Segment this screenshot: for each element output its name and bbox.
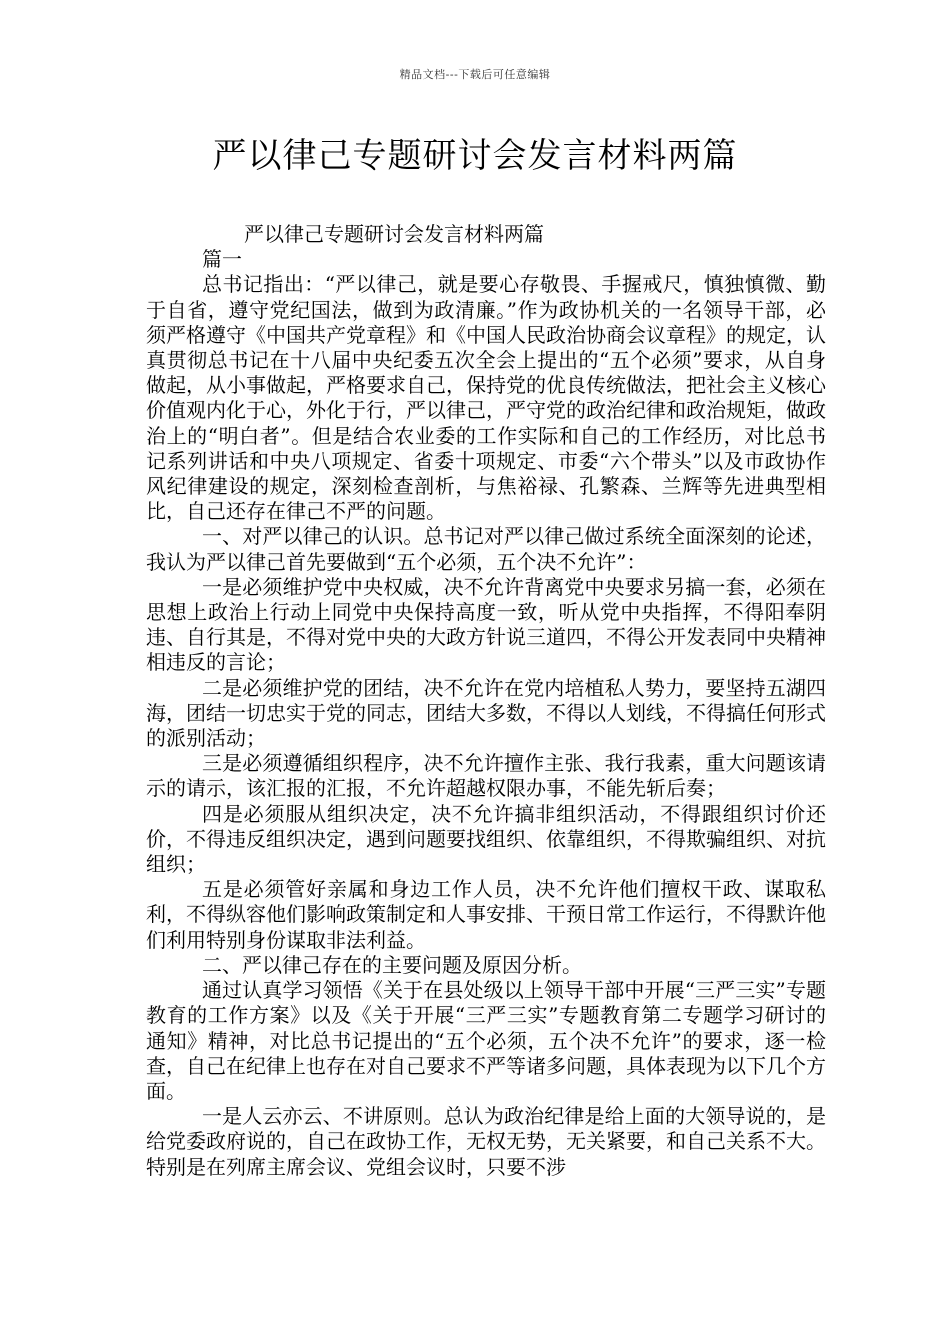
paragraph: 三是必须遵循组织程序，决不允许擅作主张、我行我素，重大问题该请示的请示，该汇报的汇报，不允许超越权限办事，不能先斩后奏；: [146, 751, 826, 801]
paragraph: 一、对严以律己的认识。总书记对严以律己做过系统全面深刻的论述，我认为严以律己首先要做到“五个必须，五个决不允许”：: [146, 524, 826, 574]
header-note: 精品文档---下载后可任意编辑: [399, 68, 551, 81]
paragraph: 一是必须维护党中央权威，决不允许背离党中央要求另搞一套，必须在思想上政治上行动上同党中央保持高度一致，听从党中央指挥，不得阳奉阴违、自行其是，不得对党中央的大政方针说三道四，不得公开发表同中央精神相违反的言论；: [146, 574, 826, 675]
paragraph: 四是必须服从组织决定，决不允许搞非组织活动，不得跟组织讨价还价，不得违反组织决定，遇到问题要找组织、依靠组织，不得欺骗组织、对抗组织；: [146, 801, 826, 877]
paragraph: 二是必须维护党的团结，决不允许在党内培植私人势力，要坚持五湖四海，团结一切忠实于党的同志，团结大多数，不得以人划线，不得搞任何形式的派别活动；: [146, 675, 826, 751]
paragraph: 总书记指出：“严以律己，就是要心存敬畏、手握戒尺，慎独慎微、勤于自省，遵守党纪国法，做到为政清廉。”作为政协机关的一名领导干部，必须严格遵守《中国共产党章程》和《中国人民政治协商会议章程》的规定，认真贯彻总书记在十八届中央纪委五次全会上提出的“五个必须”要求，从自身做起，从小事做起，严格要求自己，保持党的优良传统做法，把社会主义核心价值观内化于心，外化于行，严以律己，严守党的政治纪律和政治规矩，做政治上的“明白者”。但是结合农业委的工作实际和自己的工作经历，对比总书记系列讲话和中央八项规定、省委十项规定、市委“六个带头”以及市政协作风纪律建设的规定，深刻检查剖析，与焦裕禄、孔繁森、兰辉等先进典型相比，自己还存在律己不严的问题。: [146, 272, 826, 524]
paragraph: 二、严以律己存在的主要问题及原因分析。: [202, 952, 582, 977]
paragraph: 五是必须管好亲属和身边工作人员，决不允许他们擅权干政、谋取私利，不得纵容他们影响政策制定和人事安排、干预日常工作运行，不得默许他们利用特别身份谋取非法利益。: [146, 877, 826, 952]
document-subtitle: 严以律己专题研讨会发言材料两篇: [244, 222, 544, 246]
document-title: 严以律己专题研讨会发言材料两篇: [212, 136, 738, 176]
paragraph: 一是人云亦云、不讲原则。总认为政治纪律是给上面的大领导说的，是给党委政府说的，自己在政协工作，无权无势，无关紧要，和自己关系不大。特别是在列席主席会议、党组会议时，只要不涉: [146, 1104, 826, 1179]
paragraph: 通过认真学习领悟《关于在县处级以上领导干部中开展“三严三实”专题教育的工作方案》以及《关于开展“三严三实”专题教育第二专题学习研讨的通知》精神，对比总书记提出的“五个必须，五个决不允许”的要求，逐一检查，自己在纪律上也存在对自己要求不严等诸多问题，具体表现为以下几个方面。: [146, 978, 826, 1103]
section-label: 篇一: [202, 247, 242, 272]
document-body: [146, 222, 826, 1180]
